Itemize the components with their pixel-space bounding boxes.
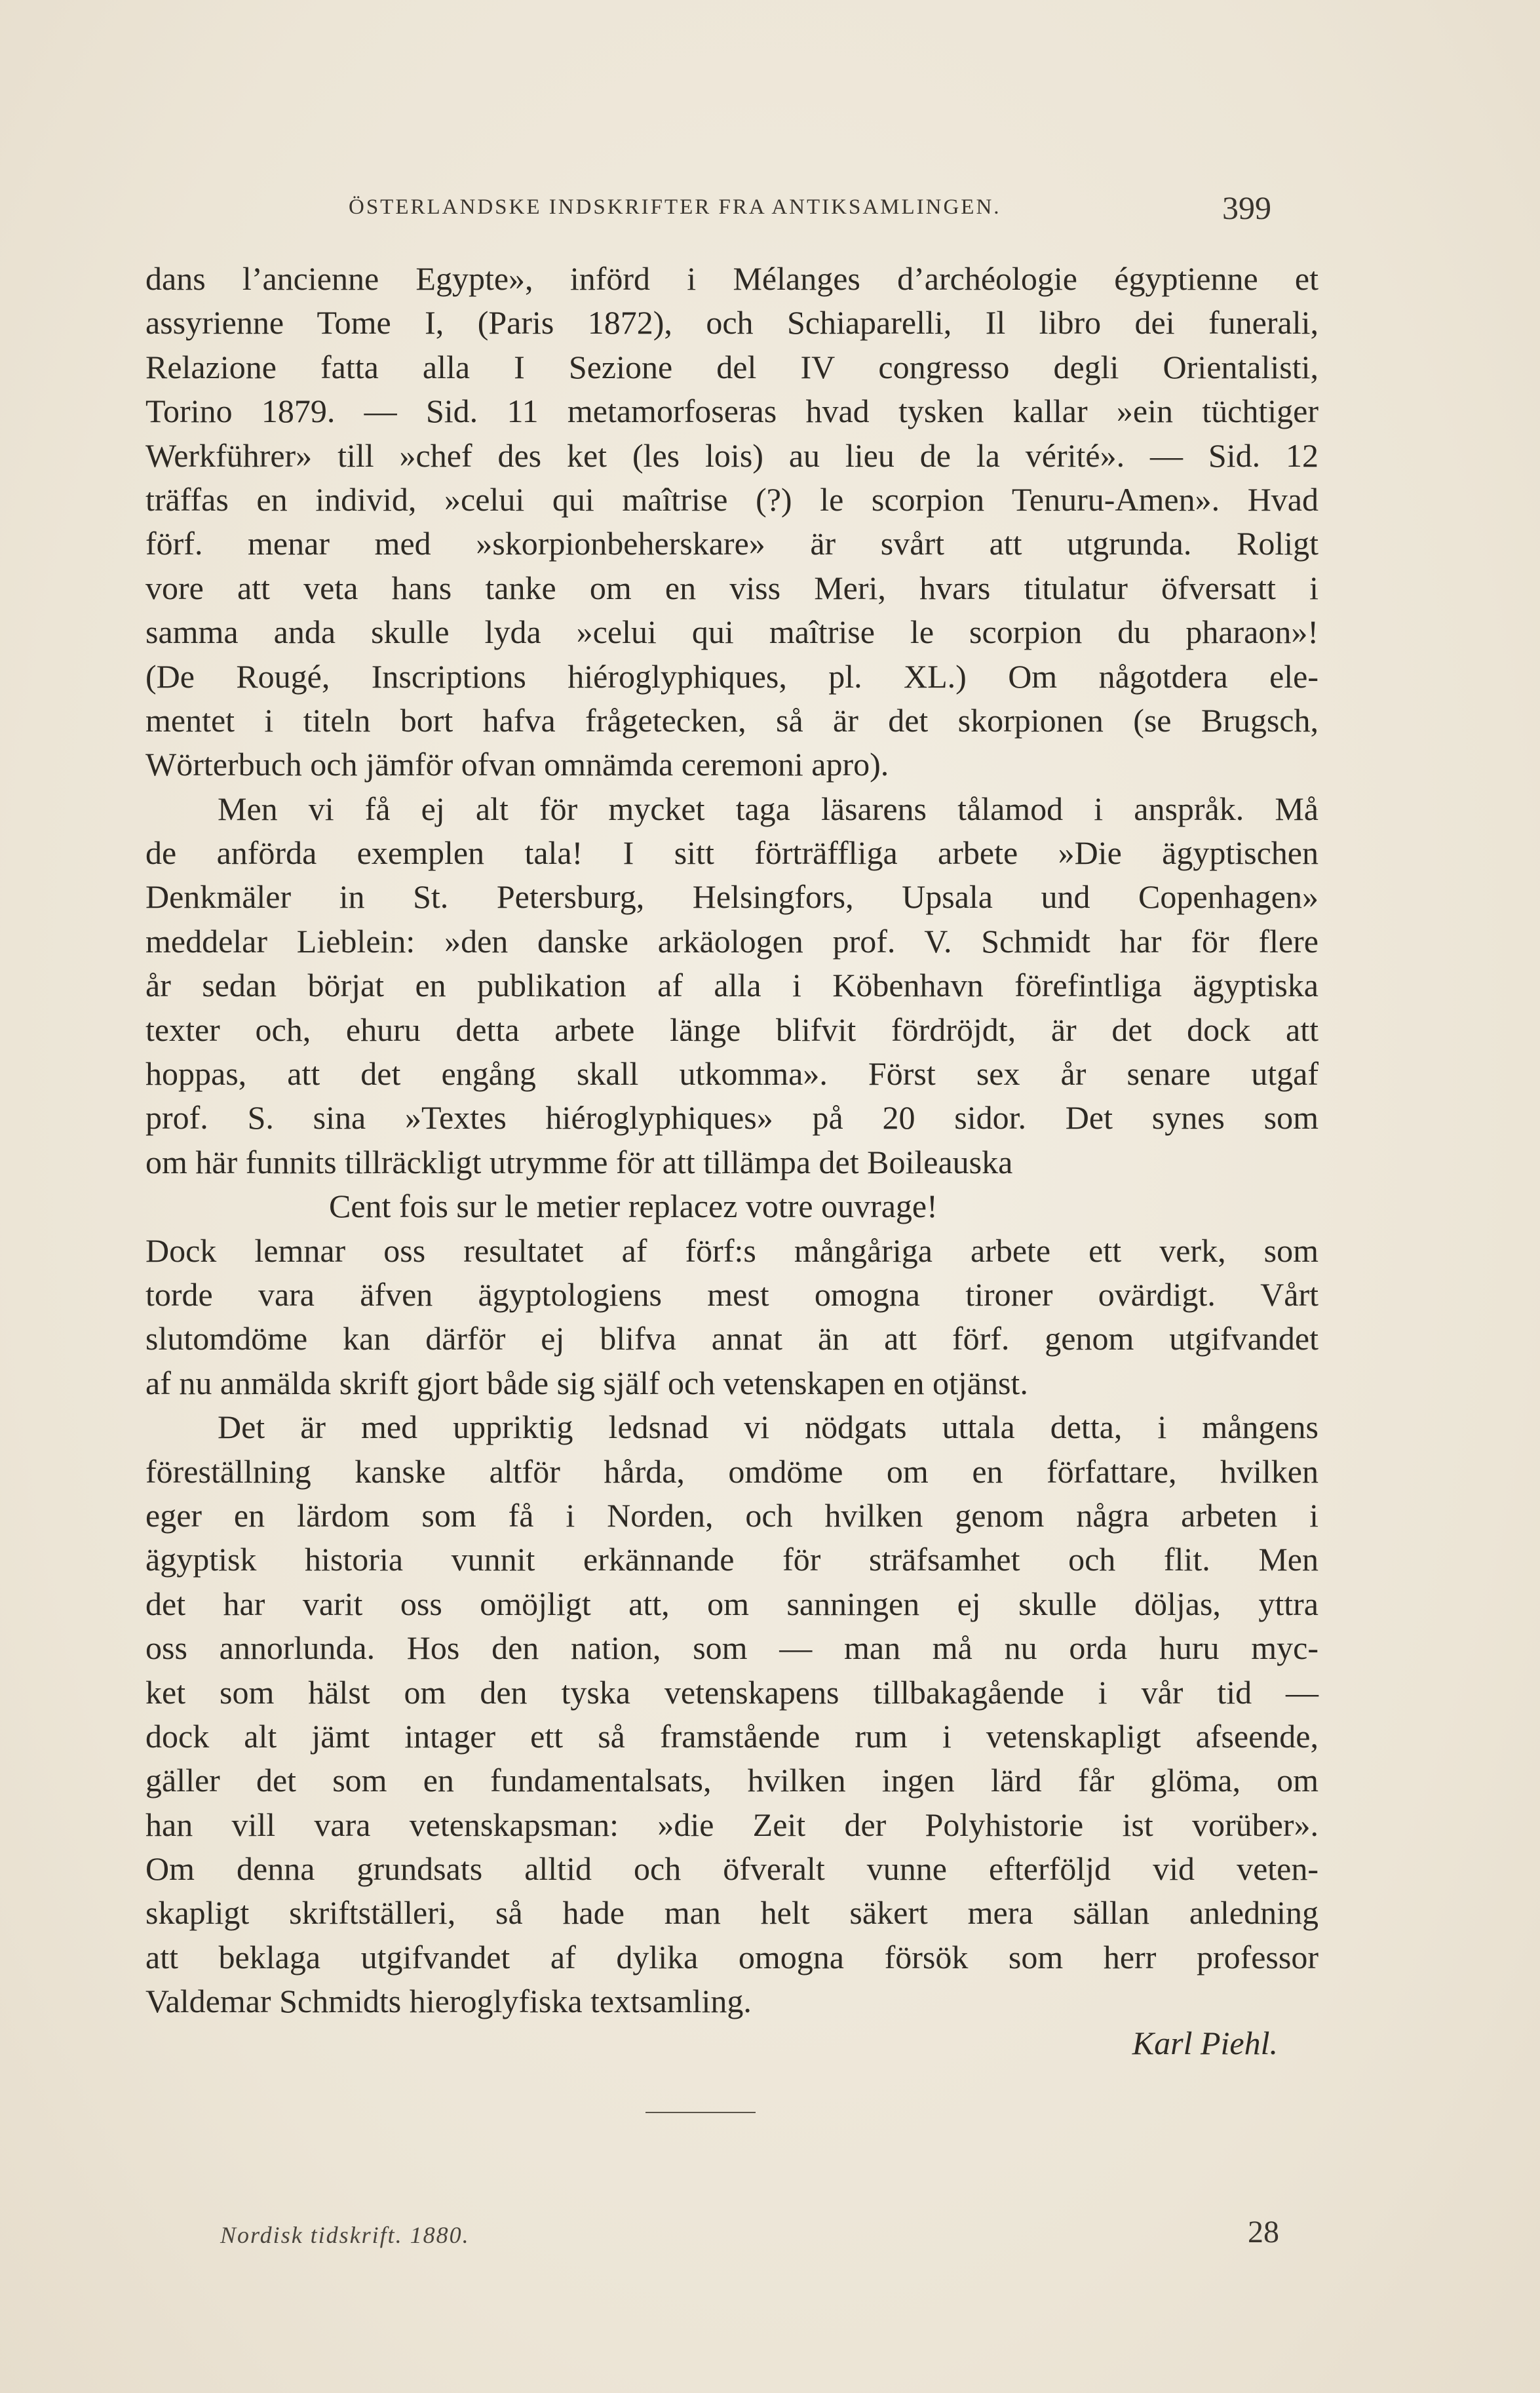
text-line: mentet i titeln bort hafva frågetecken, så är det skorpionen (se Brugsch, [145, 701, 1319, 739]
text-line: prof. S. sina »Textes hiéroglyphiques» på 20 sidor. Det synes som [145, 1099, 1319, 1137]
body-text [145, 257, 1319, 2024]
text-line: förf. menar med »skorpionbeherskare» är svårt att utgrunda. Roligt [145, 525, 1319, 562]
text-line: Om denna grundsats alltid och öfveralt vunne efterföljd vid veten- [145, 1850, 1319, 1888]
text-line: assyrienne Tome I, (Paris 1872), och Schiaparelli, Il libro dei funerali, [145, 304, 1319, 341]
quoted-verse: Cent fois sur le metier replacez votre ouvrage! [329, 1188, 938, 1225]
text-line: de anförda exemplen tala! I sitt förträffliga arbete »Die ägyptischen [145, 834, 1319, 872]
text-line: Denkmäler in St. Petersburg, Helsingfors, Upsala und Copenhagen» [145, 878, 1319, 916]
running-title: ÖSTERLANDSKE INDSKRIFTER FRA ANTIKSAMLINGEN. [349, 195, 1001, 219]
running-head [144, 189, 1271, 228]
paragraph-start: Men vi få ej alt för mycket taga läsarens tålamod i anspråk. Må [218, 790, 1319, 827]
text-line: dock alt jämt intager ett så framstående rum i vetenskapligt afseende, [145, 1717, 1319, 1755]
author-signature: Karl Piehl. [1132, 2025, 1278, 2061]
text-line: hoppas, att det engång skall utkomma». Först sex år senare utgaf [145, 1055, 1319, 1093]
text-line: träffas en individ, »celui qui maîtrise (?) le scorpion Tenuru-Amen». Hvad [145, 480, 1319, 518]
text-line: ket som hälst om den tyska vetenskapens tillbakagående i vår tid — [145, 1673, 1319, 1711]
text-line: skapligt skriftställeri, så hade man helt säkert mera sällan anledning [145, 1894, 1319, 1932]
text-line: Wörterbuch och jämför ofvan omnämda ceremoni apro). [145, 746, 889, 783]
text-line: gäller det som en fundamentalsats, hvilken ingen lärd får glöma, om [145, 1762, 1319, 1799]
footer-sheet-number: 28 [1248, 2215, 1279, 2249]
text-line: vore att veta hans tanke om en viss Meri, hvars titulatur öfversatt i [145, 569, 1319, 606]
text-line: samma anda skulle lyda »celui qui maîtrise le scorpion du pharaon»! [145, 613, 1319, 651]
page-number: 399 [1222, 189, 1271, 226]
text-line: oss annorlunda. Hos den nation, som — man må nu orda huru myc- [145, 1629, 1319, 1667]
text-line: Werkführer» till »chef des ket (les lois) au lieu de la vérité». — Sid. 12 [145, 437, 1319, 474]
paragraph-start: Det är med uppriktig ledsnad vi nödgats uttala detta, i mångens [218, 1409, 1319, 1446]
text-line: Relazione fatta alla I Sezione del IV congresso degli Orientalisti, [145, 348, 1319, 385]
text-line: slutomdöme kan därför ej blifva annat än att förf. genom utgifvandet [145, 1320, 1319, 1357]
text-line: föreställning kanske altför hårda, omdöme om en författare, hvilken [145, 1452, 1319, 1490]
text-line: dans l’ancienne Egypte», införd i Mélanges d’archéologie égyptienne et [145, 260, 1319, 297]
text-line: meddelar Lieblein: »den danske arkäologen prof. V. Schmidt har för flere [145, 922, 1319, 960]
text-line: texter och, ehuru detta arbete länge blifvit fördröjdt, är det dock att [145, 1011, 1319, 1048]
text-line: torde vara äfven ägyptologiens mest omogna tironer ovärdigt. Vårt [145, 1275, 1319, 1313]
text-line: han vill vara vetenskapsman: »die Zeit der Polyhistorie ist vorüber». [145, 1806, 1319, 1843]
text-line: Dock lemnar oss resultatet af förf:s mångåriga arbete ett verk, som [145, 1232, 1319, 1269]
text-line: att beklaga utgifvandet af dylika omogna försök som herr professor [145, 1938, 1319, 1975]
text-line: år sedan börjat en publikation af alla i Köbenhavn förefintliga ägyptiska [145, 967, 1319, 1004]
text-line: eger en lärdom som få i Norden, och hvilken genom några arbeten i [145, 1496, 1319, 1534]
text-line: det har varit oss omöjligt att, om sanningen ej skulle döljas, yttra [145, 1585, 1319, 1622]
text-line: Torino 1879. — Sid. 11 metamorfoseras hvad tysken kallar »ein tüchtiger [145, 393, 1319, 430]
text-line: af nu anmälda skrift gjort både sig själf och vetenskapen en otjänst. [145, 1364, 1028, 1401]
footer-journal: Nordisk tidskrift. 1880. [220, 2222, 470, 2248]
text-line: ägyptisk historia vunnit erkännande för sträfsamhet och flit. Men [145, 1541, 1319, 1578]
text-line: Valdemar Schmidts hieroglyfiska textsamling. [145, 1983, 752, 2020]
text-line: om här funnits tillräckligt utrymme för att tillämpa det Boileauska [145, 1143, 1013, 1180]
text-line: (De Rougé, Inscriptions hiéroglyphiques, pl. XL.) Om någotdera ele- [145, 657, 1319, 695]
section-divider [645, 2112, 756, 2113]
